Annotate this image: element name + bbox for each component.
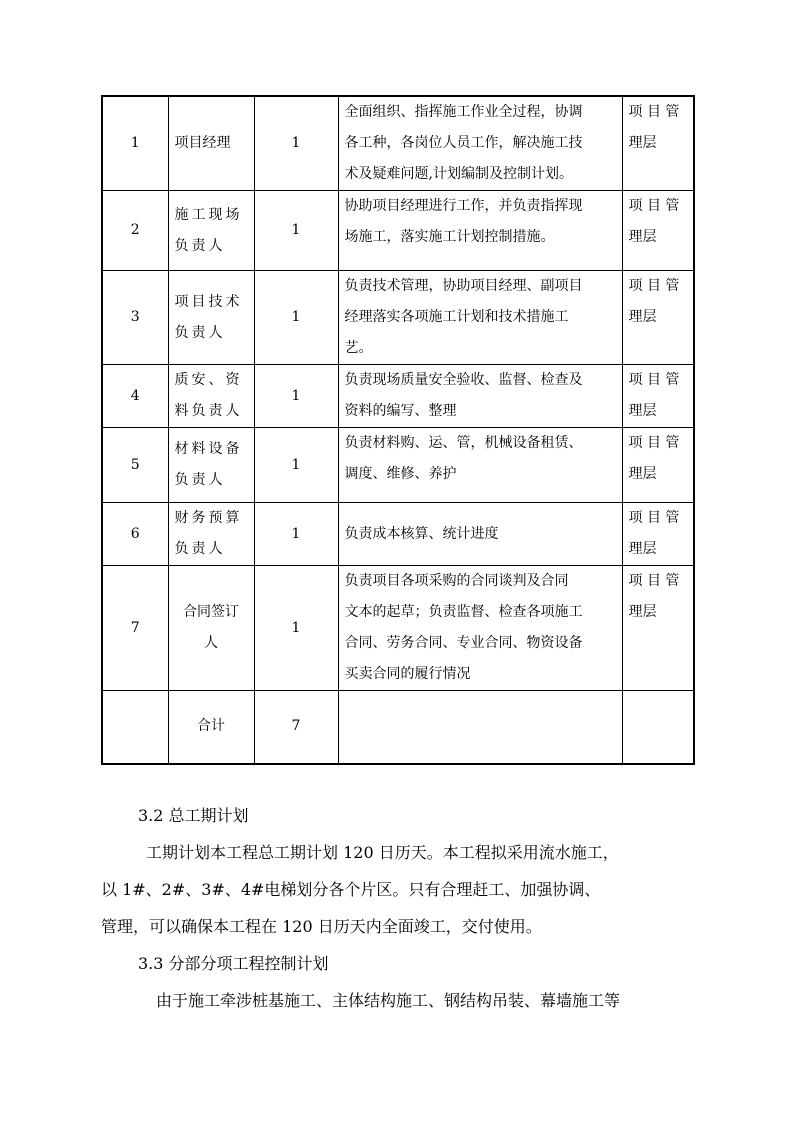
role-name: 财务预算 负责人 — [168, 503, 254, 566]
section-heading-3-2: 3.2 总工期计划 — [138, 806, 249, 825]
paragraph-line: 工期计划本工程总工期计划 120 日历天。本工程拟采用流水施工， — [146, 843, 619, 862]
level-empty — [622, 691, 694, 764]
role-name: 项目经理 — [168, 96, 254, 191]
total-label: 合计 — [168, 691, 254, 764]
table-row — [102, 503, 694, 566]
paragraph-line: 由于施工牵涉桩基施工、主体结构施工、钢结构吊装、幕墙施工等 — [156, 991, 621, 1010]
duty-description: 负责项目各项采购的合同谈判及合同 文本的起草；负责监督、检查各项施工 合同、劳务合同、专业合同、物资设备 买卖合同的履行情况 — [338, 566, 622, 691]
duty-description: 负责材料购、运、管，机械设备租赁、 调度、维修、养护 — [338, 428, 622, 503]
row-number: 1 — [102, 96, 168, 191]
table-row — [102, 428, 694, 503]
paragraph-line: 管理，可以确保本工程在 120 日历天内全面竣工，交付使用。 — [101, 917, 542, 936]
headcount: 1 — [254, 96, 338, 191]
paragraph-line: 以 1#、2#、3#、4#电梯划分各个片区。只有合理赶工、加强协调、 — [101, 880, 601, 899]
total-row — [102, 691, 694, 764]
duty-description: 协助项目经理进行工作，并负责指挥现 场施工，落实施工计划控制措施。 — [338, 191, 622, 271]
headcount: 1 — [254, 271, 338, 365]
role-name: 合同签订 人 — [168, 566, 254, 691]
row-number-empty — [102, 691, 168, 764]
role-name: 施工现场 负责人 — [168, 191, 254, 271]
section-heading-3-3: 3.3 分部分项工程控制计划 — [138, 954, 329, 973]
headcount: 1 — [254, 566, 338, 691]
row-number: 3 — [102, 271, 168, 365]
headcount: 1 — [254, 191, 338, 271]
section-body — [101, 797, 693, 1019]
row-number: 4 — [102, 365, 168, 428]
total-headcount: 7 — [254, 691, 338, 764]
headcount: 1 — [254, 365, 338, 428]
management-level: 项 目 管 理层 — [622, 191, 694, 271]
row-number: 5 — [102, 428, 168, 503]
table-row — [102, 566, 694, 691]
headcount: 1 — [254, 428, 338, 503]
table-row — [102, 96, 694, 191]
duty-description: 全面组织、指挥施工作业全过程，协调 各工种，各岗位人员工作，解决施工技 术及疑难问题,计划编制及控制计划。 — [338, 96, 622, 191]
role-name: 材料设备 负责人 — [168, 428, 254, 503]
duty-description: 负责成本核算、统计进度 — [338, 503, 622, 566]
management-level: 项 目 管 理层 — [622, 566, 694, 691]
management-level: 项 目 管 理层 — [622, 428, 694, 503]
management-level: 项 目 管 理层 — [622, 365, 694, 428]
table-row — [102, 271, 694, 365]
duty-description: 负责现场质量安全验收、监督、检查及 资料的编写、整理 — [338, 365, 622, 428]
management-level: 项 目 管 理层 — [622, 271, 694, 365]
management-level: 项 目 管 理层 — [622, 503, 694, 566]
duty-description: 负责技术管理，协助项目经理、副项目 经理落实各项施工计划和技术措施工 艺。 — [338, 271, 622, 365]
role-name: 质安、资 料负责人 — [168, 365, 254, 428]
duty-empty — [338, 691, 622, 764]
staff-table — [101, 95, 695, 765]
table-row — [102, 191, 694, 271]
row-number: 2 — [102, 191, 168, 271]
management-level: 项 目 管 理层 — [622, 96, 694, 191]
table-row — [102, 365, 694, 428]
role-name: 项目技术 负责人 — [168, 271, 254, 365]
headcount: 1 — [254, 503, 338, 566]
row-number: 6 — [102, 503, 168, 566]
row-number: 7 — [102, 566, 168, 691]
